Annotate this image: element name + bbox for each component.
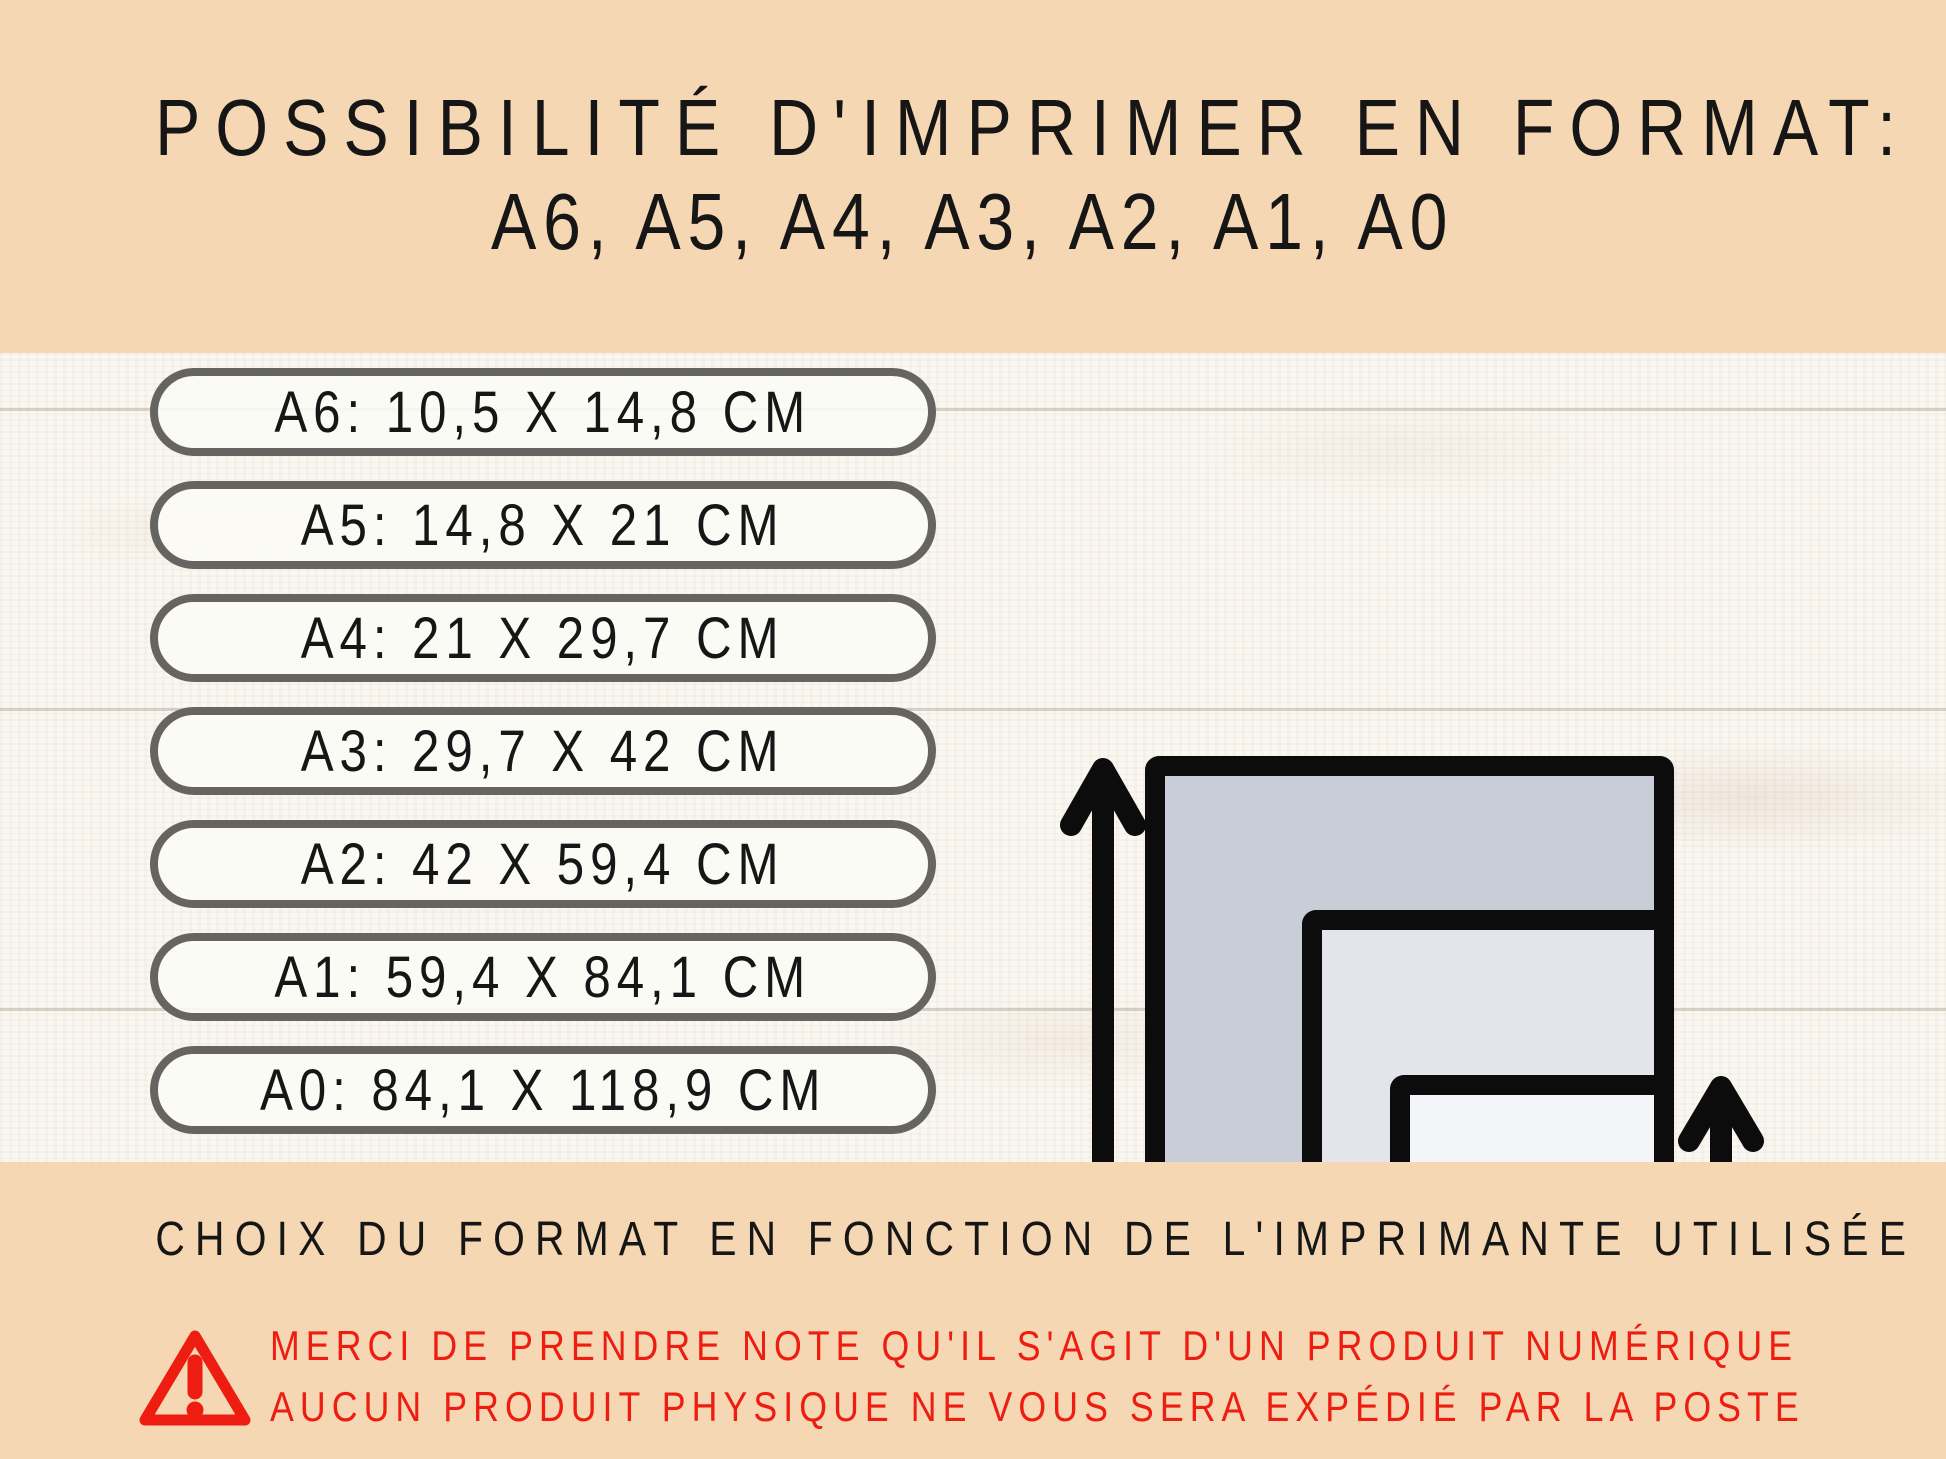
format-pill <box>150 1046 936 1134</box>
format-choice-note-text: CHOIX DU FORMAT EN FONCTION DE L'IMPRIMANTE UTILISÉE <box>155 1213 1917 1266</box>
page-title-line-1 <box>0 83 1946 172</box>
footer-band <box>0 1162 1946 1459</box>
format-choice-note <box>0 1213 1946 1266</box>
format-pill-label: A1: 59,4 X 84,1 CM <box>274 944 812 1010</box>
format-pill <box>150 933 936 1021</box>
format-list <box>150 368 936 1134</box>
warning-text-1: MERCI DE PRENDRE NOTE QU'IL S'AGIT D'UN PRODUIT NUMÉRIQUE <box>270 1322 1799 1369</box>
format-pill-label: A3: 29,7 X 42 CM <box>301 718 785 784</box>
content-band <box>0 353 1946 1162</box>
format-pill <box>150 707 936 795</box>
page-title-line-2 <box>0 177 1946 266</box>
format-pill-label: A2: 42 X 59,4 CM <box>301 831 785 897</box>
header-band <box>0 0 1946 353</box>
format-pill <box>150 820 936 908</box>
format-pill-label: A6: 10,5 X 14,8 CM <box>274 379 812 445</box>
warning-triangle-icon <box>135 1325 255 1431</box>
warning-text-2: AUCUN PRODUIT PHYSIQUE NE VOUS SERA EXPÉDIÉ PAR LA POSTE <box>270 1383 1805 1430</box>
format-pill-label: A5: 14,8 X 21 CM <box>301 492 785 558</box>
format-pill <box>150 481 936 569</box>
warning-text-line-1 <box>270 1322 1946 1369</box>
page-title-text-1: POSSIBILITÉ D'IMPRIMER EN FORMAT: <box>154 83 1911 172</box>
format-pill-label: A0: 84,1 X 118,9 CM <box>259 1057 827 1123</box>
format-pill-label: A4: 21 X 29,7 CM <box>301 605 785 671</box>
page-title-text-2: A6, A5, A4, A3, A2, A1, A0 <box>491 177 1455 266</box>
format-pill <box>150 368 936 456</box>
warning-text-line-2 <box>270 1383 1946 1430</box>
format-pill <box>150 594 936 682</box>
